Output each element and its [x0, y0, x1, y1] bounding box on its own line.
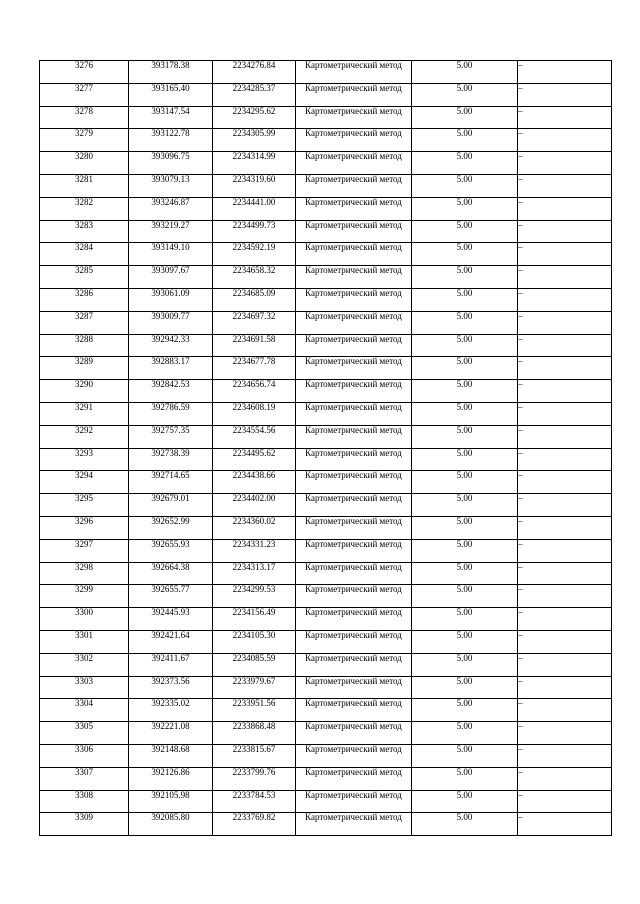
- x-coordinate-cell: 392757.35: [129, 425, 213, 448]
- table-row: [40, 288, 612, 311]
- point-number-cell: 3301: [40, 630, 129, 653]
- x-coordinate-cell: 393246.87: [129, 197, 213, 220]
- method-cell: Картометрический метод: [296, 653, 412, 676]
- point-number-cell: 3292: [40, 425, 129, 448]
- x-coordinate-cell: 392148.68: [129, 744, 213, 767]
- description-cell: –: [518, 608, 612, 631]
- method-cell: Картометрический метод: [296, 311, 412, 334]
- accuracy-cell: 5.00: [412, 357, 518, 380]
- y-coordinate-cell: 2234677.78: [213, 357, 296, 380]
- accuracy-cell: 5.00: [412, 744, 518, 767]
- table-row: [40, 630, 612, 653]
- coordinates-table: [39, 60, 612, 836]
- y-coordinate-cell: 2234299.53: [213, 585, 296, 608]
- description-cell: –: [518, 220, 612, 243]
- x-coordinate-cell: 392942.33: [129, 334, 213, 357]
- table-row: [40, 243, 612, 266]
- point-number-cell: 3294: [40, 471, 129, 494]
- x-coordinate-cell: 393147.54: [129, 106, 213, 129]
- point-number-cell: 3283: [40, 220, 129, 243]
- description-cell: –: [518, 380, 612, 403]
- accuracy-cell: 5.00: [412, 311, 518, 334]
- y-coordinate-cell: 2234495.62: [213, 448, 296, 471]
- method-cell: Картометрический метод: [296, 790, 412, 813]
- description-cell: –: [518, 357, 612, 380]
- description-cell: –: [518, 288, 612, 311]
- description-cell: –: [518, 61, 612, 84]
- description-cell: –: [518, 744, 612, 767]
- description-cell: –: [518, 562, 612, 585]
- y-coordinate-cell: 2233951.56: [213, 699, 296, 722]
- method-cell: Картометрический метод: [296, 380, 412, 403]
- description-cell: –: [518, 129, 612, 152]
- description-cell: –: [518, 494, 612, 517]
- y-coordinate-cell: 2234691.58: [213, 334, 296, 357]
- method-cell: Картометрический метод: [296, 334, 412, 357]
- x-coordinate-cell: 393061.09: [129, 288, 213, 311]
- accuracy-cell: 5.00: [412, 562, 518, 585]
- point-number-cell: 3290: [40, 380, 129, 403]
- point-number-cell: 3284: [40, 243, 129, 266]
- description-cell: –: [518, 174, 612, 197]
- y-coordinate-cell: 2234105.30: [213, 630, 296, 653]
- description-cell: –: [518, 653, 612, 676]
- point-number-cell: 3304: [40, 699, 129, 722]
- description-cell: –: [518, 767, 612, 790]
- table-row: [40, 266, 612, 289]
- description-cell: –: [518, 334, 612, 357]
- method-cell: Картометрический метод: [296, 197, 412, 220]
- method-cell: Картометрический метод: [296, 243, 412, 266]
- table-row: [40, 448, 612, 471]
- table-row: [40, 380, 612, 403]
- point-number-cell: 3278: [40, 106, 129, 129]
- x-coordinate-cell: 392445.93: [129, 608, 213, 631]
- point-number-cell: 3288: [40, 334, 129, 357]
- table-row: [40, 744, 612, 767]
- description-cell: –: [518, 790, 612, 813]
- table-row: [40, 106, 612, 129]
- y-coordinate-cell: 2234085.59: [213, 653, 296, 676]
- accuracy-cell: 5.00: [412, 334, 518, 357]
- x-coordinate-cell: 393122.78: [129, 129, 213, 152]
- table-row: [40, 516, 612, 539]
- y-coordinate-cell: 2234656.74: [213, 380, 296, 403]
- table-row: [40, 152, 612, 175]
- y-coordinate-cell: 2233799.76: [213, 767, 296, 790]
- y-coordinate-cell: 2234608.19: [213, 402, 296, 425]
- accuracy-cell: 5.00: [412, 425, 518, 448]
- x-coordinate-cell: 392335.02: [129, 699, 213, 722]
- point-number-cell: 3303: [40, 676, 129, 699]
- point-number-cell: 3306: [40, 744, 129, 767]
- method-cell: Картометрический метод: [296, 722, 412, 745]
- method-cell: Картометрический метод: [296, 494, 412, 517]
- coordinates-table-body: [40, 61, 612, 836]
- accuracy-cell: 5.00: [412, 494, 518, 517]
- point-number-cell: 3295: [40, 494, 129, 517]
- y-coordinate-cell: 2234360.02: [213, 516, 296, 539]
- x-coordinate-cell: 393097.67: [129, 266, 213, 289]
- x-coordinate-cell: 392664.38: [129, 562, 213, 585]
- description-cell: –: [518, 448, 612, 471]
- accuracy-cell: 5.00: [412, 813, 518, 836]
- table-row: [40, 494, 612, 517]
- x-coordinate-cell: 393096.75: [129, 152, 213, 175]
- y-coordinate-cell: 2233769.82: [213, 813, 296, 836]
- method-cell: Картометрический метод: [296, 129, 412, 152]
- table-row: [40, 83, 612, 106]
- method-cell: Картометрический метод: [296, 266, 412, 289]
- accuracy-cell: 5.00: [412, 197, 518, 220]
- point-number-cell: 3280: [40, 152, 129, 175]
- description-cell: –: [518, 197, 612, 220]
- table-row: [40, 608, 612, 631]
- method-cell: Картометрический метод: [296, 585, 412, 608]
- method-cell: Картометрический метод: [296, 562, 412, 585]
- point-number-cell: 3277: [40, 83, 129, 106]
- y-coordinate-cell: 2234156.49: [213, 608, 296, 631]
- y-coordinate-cell: 2234438.66: [213, 471, 296, 494]
- y-coordinate-cell: 2234685.09: [213, 288, 296, 311]
- table-row: [40, 585, 612, 608]
- method-cell: Картометрический метод: [296, 608, 412, 631]
- accuracy-cell: 5.00: [412, 243, 518, 266]
- description-cell: –: [518, 106, 612, 129]
- method-cell: Картометрический метод: [296, 174, 412, 197]
- accuracy-cell: 5.00: [412, 653, 518, 676]
- table-row: [40, 653, 612, 676]
- point-number-cell: 3297: [40, 539, 129, 562]
- x-coordinate-cell: 392842.53: [129, 380, 213, 403]
- method-cell: Картометрический метод: [296, 630, 412, 653]
- method-cell: Картометрический метод: [296, 106, 412, 129]
- x-coordinate-cell: 393178.38: [129, 61, 213, 84]
- description-cell: –: [518, 813, 612, 836]
- x-coordinate-cell: 393009.77: [129, 311, 213, 334]
- table-row: [40, 539, 612, 562]
- x-coordinate-cell: 392105.98: [129, 790, 213, 813]
- y-coordinate-cell: 2234499.73: [213, 220, 296, 243]
- table-row: [40, 357, 612, 380]
- description-cell: –: [518, 471, 612, 494]
- description-cell: –: [518, 699, 612, 722]
- x-coordinate-cell: 392411.67: [129, 653, 213, 676]
- accuracy-cell: 5.00: [412, 220, 518, 243]
- method-cell: Картометрический метод: [296, 152, 412, 175]
- point-number-cell: 3300: [40, 608, 129, 631]
- table-row: [40, 790, 612, 813]
- table-row: [40, 174, 612, 197]
- point-number-cell: 3281: [40, 174, 129, 197]
- method-cell: Картометрический метод: [296, 699, 412, 722]
- table-row: [40, 220, 612, 243]
- accuracy-cell: 5.00: [412, 539, 518, 562]
- y-coordinate-cell: 2233979.67: [213, 676, 296, 699]
- accuracy-cell: 5.00: [412, 83, 518, 106]
- description-cell: –: [518, 311, 612, 334]
- description-cell: –: [518, 83, 612, 106]
- x-coordinate-cell: 392714.65: [129, 471, 213, 494]
- table-row: [40, 402, 612, 425]
- method-cell: Картометрический метод: [296, 288, 412, 311]
- description-cell: –: [518, 152, 612, 175]
- x-coordinate-cell: 392883.17: [129, 357, 213, 380]
- description-cell: –: [518, 630, 612, 653]
- point-number-cell: 3308: [40, 790, 129, 813]
- point-number-cell: 3287: [40, 311, 129, 334]
- description-cell: –: [518, 585, 612, 608]
- table-row: [40, 471, 612, 494]
- y-coordinate-cell: 2234592.19: [213, 243, 296, 266]
- point-number-cell: 3302: [40, 653, 129, 676]
- x-coordinate-cell: 393219.27: [129, 220, 213, 243]
- table-row: [40, 767, 612, 790]
- description-cell: –: [518, 722, 612, 745]
- method-cell: Картометрический метод: [296, 471, 412, 494]
- x-coordinate-cell: 393165.40: [129, 83, 213, 106]
- point-number-cell: 3305: [40, 722, 129, 745]
- accuracy-cell: 5.00: [412, 676, 518, 699]
- y-coordinate-cell: 2234697.32: [213, 311, 296, 334]
- accuracy-cell: 5.00: [412, 288, 518, 311]
- accuracy-cell: 5.00: [412, 266, 518, 289]
- description-cell: –: [518, 402, 612, 425]
- y-coordinate-cell: 2234402.00: [213, 494, 296, 517]
- table-row: [40, 311, 612, 334]
- description-cell: –: [518, 425, 612, 448]
- x-coordinate-cell: 393079.13: [129, 174, 213, 197]
- table-row: [40, 61, 612, 84]
- point-number-cell: 3298: [40, 562, 129, 585]
- description-cell: –: [518, 516, 612, 539]
- table-row: [40, 562, 612, 585]
- method-cell: Картометрический метод: [296, 767, 412, 790]
- accuracy-cell: 5.00: [412, 61, 518, 84]
- point-number-cell: 3307: [40, 767, 129, 790]
- description-cell: –: [518, 243, 612, 266]
- accuracy-cell: 5.00: [412, 402, 518, 425]
- y-coordinate-cell: 2234441.00: [213, 197, 296, 220]
- point-number-cell: 3286: [40, 288, 129, 311]
- method-cell: Картометрический метод: [296, 744, 412, 767]
- accuracy-cell: 5.00: [412, 152, 518, 175]
- y-coordinate-cell: 2233784.53: [213, 790, 296, 813]
- point-number-cell: 3299: [40, 585, 129, 608]
- table-row: [40, 334, 612, 357]
- accuracy-cell: 5.00: [412, 630, 518, 653]
- point-number-cell: 3282: [40, 197, 129, 220]
- accuracy-cell: 5.00: [412, 699, 518, 722]
- point-number-cell: 3296: [40, 516, 129, 539]
- y-coordinate-cell: 2234295.62: [213, 106, 296, 129]
- method-cell: Картометрический метод: [296, 402, 412, 425]
- method-cell: Картометрический метод: [296, 448, 412, 471]
- accuracy-cell: 5.00: [412, 790, 518, 813]
- x-coordinate-cell: 393149.10: [129, 243, 213, 266]
- method-cell: Картометрический метод: [296, 83, 412, 106]
- table-row: [40, 813, 612, 836]
- table-row: [40, 129, 612, 152]
- x-coordinate-cell: 392738.39: [129, 448, 213, 471]
- x-coordinate-cell: 392126.86: [129, 767, 213, 790]
- x-coordinate-cell: 392221.08: [129, 722, 213, 745]
- x-coordinate-cell: 392786.59: [129, 402, 213, 425]
- x-coordinate-cell: 392655.93: [129, 539, 213, 562]
- accuracy-cell: 5.00: [412, 129, 518, 152]
- y-coordinate-cell: 2234305.99: [213, 129, 296, 152]
- point-number-cell: 3309: [40, 813, 129, 836]
- y-coordinate-cell: 2234331.23: [213, 539, 296, 562]
- y-coordinate-cell: 2234313.17: [213, 562, 296, 585]
- method-cell: Картометрический метод: [296, 539, 412, 562]
- method-cell: Картометрический метод: [296, 61, 412, 84]
- table-row: [40, 722, 612, 745]
- point-number-cell: 3293: [40, 448, 129, 471]
- description-cell: –: [518, 539, 612, 562]
- method-cell: Картометрический метод: [296, 516, 412, 539]
- method-cell: Картометрический метод: [296, 425, 412, 448]
- point-number-cell: 3285: [40, 266, 129, 289]
- y-coordinate-cell: 2234658.32: [213, 266, 296, 289]
- x-coordinate-cell: 392421.64: [129, 630, 213, 653]
- accuracy-cell: 5.00: [412, 722, 518, 745]
- accuracy-cell: 5.00: [412, 767, 518, 790]
- method-cell: Картометрический метод: [296, 220, 412, 243]
- point-number-cell: 3291: [40, 402, 129, 425]
- point-number-cell: 3279: [40, 129, 129, 152]
- y-coordinate-cell: 2233868.48: [213, 722, 296, 745]
- accuracy-cell: 5.00: [412, 585, 518, 608]
- accuracy-cell: 5.00: [412, 106, 518, 129]
- x-coordinate-cell: 392085.80: [129, 813, 213, 836]
- accuracy-cell: 5.00: [412, 608, 518, 631]
- table-row: [40, 197, 612, 220]
- table-row: [40, 676, 612, 699]
- description-cell: –: [518, 676, 612, 699]
- x-coordinate-cell: 392655.77: [129, 585, 213, 608]
- table-row: [40, 699, 612, 722]
- method-cell: Картометрический метод: [296, 813, 412, 836]
- y-coordinate-cell: 2234314.99: [213, 152, 296, 175]
- accuracy-cell: 5.00: [412, 516, 518, 539]
- y-coordinate-cell: 2234276.84: [213, 61, 296, 84]
- accuracy-cell: 5.00: [412, 380, 518, 403]
- y-coordinate-cell: 2234285.37: [213, 83, 296, 106]
- method-cell: Картометрический метод: [296, 676, 412, 699]
- x-coordinate-cell: 392373.56: [129, 676, 213, 699]
- point-number-cell: 3276: [40, 61, 129, 84]
- table-row: [40, 425, 612, 448]
- y-coordinate-cell: 2234319.60: [213, 174, 296, 197]
- y-coordinate-cell: 2234554.56: [213, 425, 296, 448]
- y-coordinate-cell: 2233815.67: [213, 744, 296, 767]
- accuracy-cell: 5.00: [412, 471, 518, 494]
- description-cell: –: [518, 266, 612, 289]
- x-coordinate-cell: 392679.01: [129, 494, 213, 517]
- x-coordinate-cell: 392652.99: [129, 516, 213, 539]
- accuracy-cell: 5.00: [412, 448, 518, 471]
- method-cell: Картометрический метод: [296, 357, 412, 380]
- point-number-cell: 3289: [40, 357, 129, 380]
- accuracy-cell: 5.00: [412, 174, 518, 197]
